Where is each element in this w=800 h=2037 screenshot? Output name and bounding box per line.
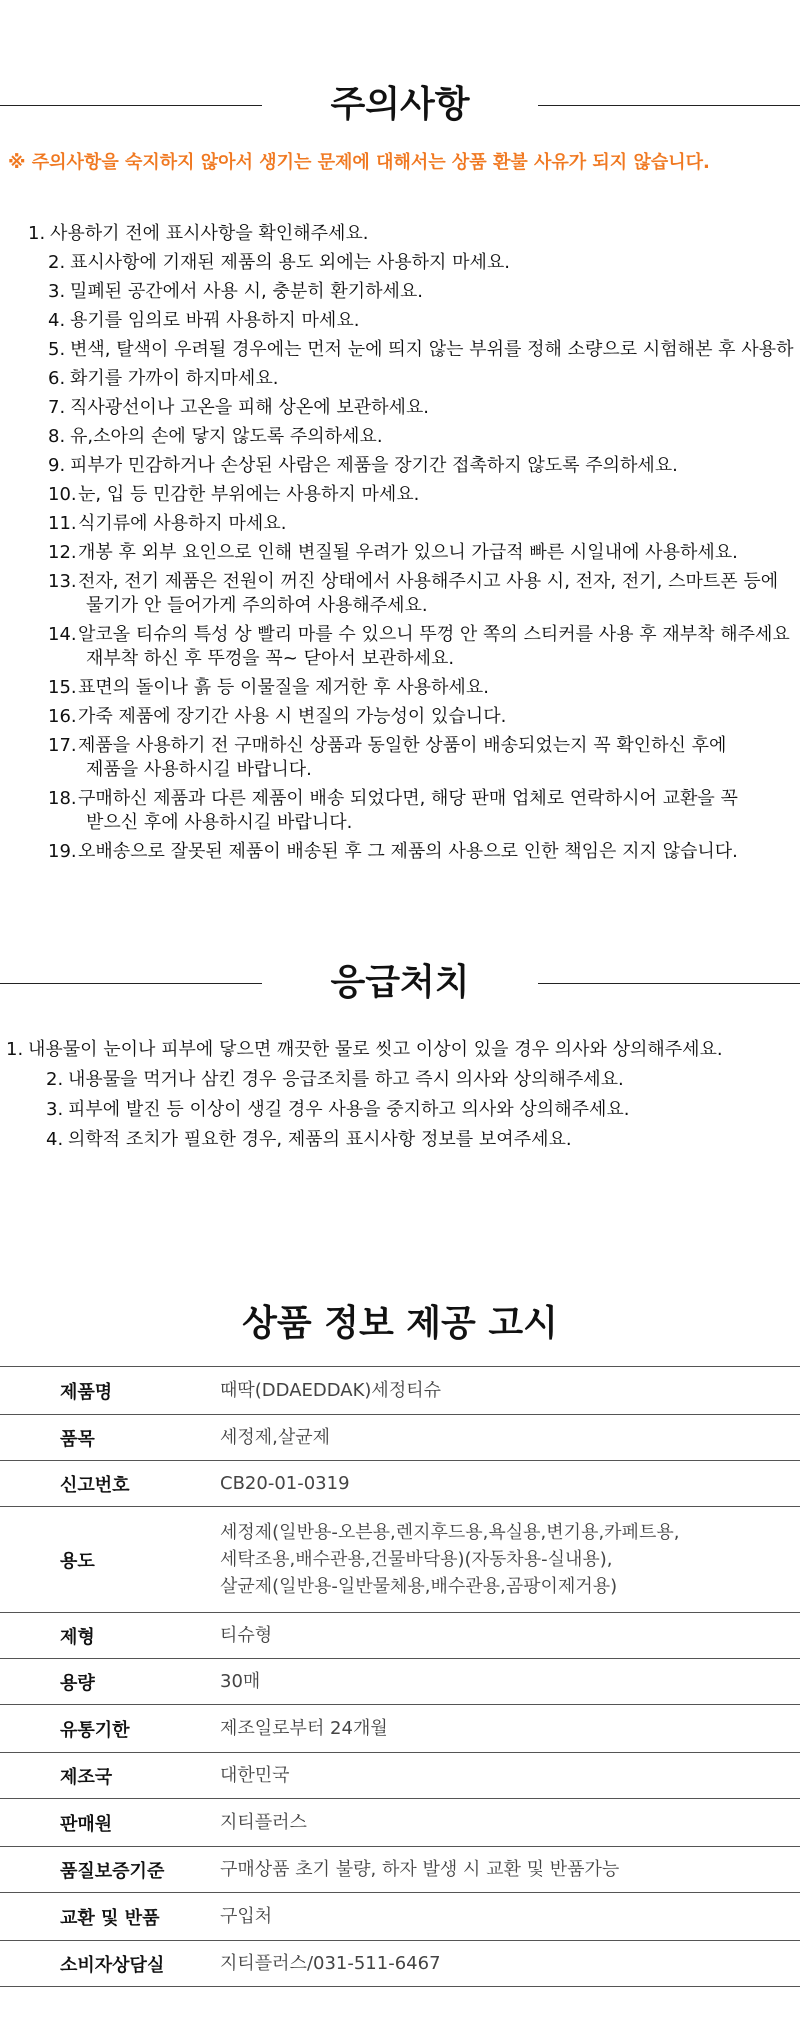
table-row [0,1893,800,1941]
divider [538,983,800,984]
divider [0,983,262,984]
table-row [0,1941,800,1987]
row-label: 용량 [60,1672,95,1694]
row-value: 지티플러스 [220,1812,307,1833]
list-item: 3. 피부에 발진 등 이상이 생길 경우 사용을 중지하고 의사와 상의해주세요. [46,1099,630,1120]
list-item: 1. 사용하기 전에 표시사항을 확인해주세요. [28,223,369,244]
list-item: 10. 눈, 입 등 민감한 부위에는 사용하지 마세요. [48,484,420,505]
list-item: 7. 직사광선이나 고온을 피해 상온에 보관하세요. [48,397,429,418]
caution-title: 주의사항 [330,84,470,125]
first-aid-title: 응급처치 [330,962,470,1003]
row-value: 제조일로부터 24개월 [220,1718,388,1739]
caution-warning: ※ 주의사항을 숙지하지 않아서 생기는 문제에 대해서는 상품 환불 사유가 되지 않습니다. [8,152,710,173]
list-item: 6. 화기를 가까이 하지마세요. [48,368,279,389]
table-row [0,1753,800,1799]
list-item: 2. 내용물을 먹거나 삼킨 경우 응급조치를 하고 즉시 의사와 상의해주세요. [46,1069,624,1090]
product-info-title: 상품 정보 제공 고시 [242,1303,558,1344]
divider [0,105,262,106]
row-label: 제형 [60,1626,95,1648]
row-label: 유통기한 [60,1719,130,1741]
list-item: 17. 제품을 사용하기 전 구매하신 상품과 동일한 상품이 배송되었는지 꼭 확인하신 후에 제품을 사용하시길 바랍니다. [48,735,727,780]
first-aid-list [6,1038,800,1158]
list-item: 18. 구매하신 제품과 다른 제품이 배송 되었다면, 해당 판매 업체로 연락하시어 교환을 꼭 받으신 후에 사용하시길 바랍니다. [48,788,738,833]
row-label: 제품명 [60,1381,113,1403]
table-row [0,1705,800,1753]
row-label: 제조국 [60,1766,113,1788]
row-label: 품목 [60,1428,95,1450]
list-item: 13. 전자, 전기 제품은 전원이 꺼진 상태에서 사용해주시고 사용 시, 전자, 전기, 스마트폰 등에 물기가 안 들어가게 주의하여 사용해주세요. [48,571,779,616]
row-label: 판매원 [60,1813,113,1835]
table-row [0,1799,800,1847]
list-item: 19. 오배송으로 잘못된 제품이 배송된 후 그 제품의 사용으로 인한 책임은 지지 않습니다. [48,841,738,862]
row-label: 용도 [60,1550,95,1572]
list-item: 8. 유,소아의 손에 닿지 않도록 주의하세요. [48,426,383,447]
row-value: 구매상품 초기 불량, 하자 발생 시 교환 및 반품가능 [220,1859,620,1880]
row-value: 지티플러스/031-511-6467 [220,1953,441,1974]
list-item: 5. 변색, 탈색이 우려될 경우에는 먼저 눈에 띄지 않는 부위를 정해 소량으로 시험해본 후 사용하 [48,339,794,360]
product-info-table [0,1366,800,1987]
row-value: 세정제(일반용-오븐용,렌지후드용,욕실용,변기용,카페트용, 세탁조용,배수관용,건물바닥용)(자동차용-실내용), 살균제(일반용-일반물체용,배수관용,곰팡이제거용) [220,1522,680,1597]
table-row [0,1659,800,1705]
table-row [0,1461,800,1507]
row-value: 때딱(DDAEDDAK)세정티슈 [220,1380,441,1401]
table-row [0,1507,800,1613]
row-label: 신고번호 [60,1474,130,1496]
list-item: 11. 식기류에 사용하지 마세요. [48,513,287,534]
list-item: 14. 알코올 티슈의 특성 상 빨리 마를 수 있으니 뚜껑 안 쪽의 스티커를 사용 후 재부착 해주세요 재부착 하신 후 뚜껑을 꼭~ 닫아서 보관하세요. [48,624,790,669]
list-item: 12. 개봉 후 외부 요인으로 인해 변질될 우려가 있으니 가급적 빠른 시일내에 사용하세요. [48,542,738,563]
list-item: 4. 용기를 임의로 바꿔 사용하지 마세요. [48,310,360,331]
first-aid-header [0,958,800,1008]
row-label: 소비자상담실 [60,1954,165,1976]
list-item: 9. 피부가 민감하거나 손상된 사람은 제품을 장기간 접촉하지 않도록 주의하세요. [48,455,678,476]
list-item: 3. 밀폐된 공간에서 사용 시, 충분히 환기하세요. [48,281,424,302]
table-row [0,1415,800,1461]
table-row [0,1367,800,1415]
list-item: 15. 표면의 돌이나 흙 등 이물질을 제거한 후 사용하세요. [48,677,489,698]
list-item: 2. 표시사항에 기재된 제품의 용도 외에는 사용하지 마세요. [48,252,510,273]
list-item: 4. 의학적 조치가 필요한 경우, 제품의 표시사항 정보를 보여주세요. [46,1129,572,1150]
row-label: 품질보증기준 [60,1860,165,1882]
caution-header [0,80,800,130]
row-value: 세정제,살균제 [220,1427,331,1448]
divider [538,105,800,106]
row-value: 티슈형 [220,1625,273,1646]
list-item: 1. 내용물이 눈이나 피부에 닿으면 깨끗한 물로 씻고 이상이 있을 경우 의사와 상의해주세요. [6,1039,723,1060]
row-label: 교환 및 반품 [60,1907,160,1929]
list-item: 16. 가죽 제품에 장기간 사용 시 변질의 가능성이 있습니다. [48,706,507,727]
row-value: CB20-01-0319 [220,1473,350,1494]
table-row [0,1613,800,1659]
caution-list [28,222,800,869]
row-value: 대한민국 [220,1765,290,1786]
table-row [0,1847,800,1893]
row-value: 30매 [220,1671,261,1692]
row-value: 구입처 [220,1906,273,1927]
